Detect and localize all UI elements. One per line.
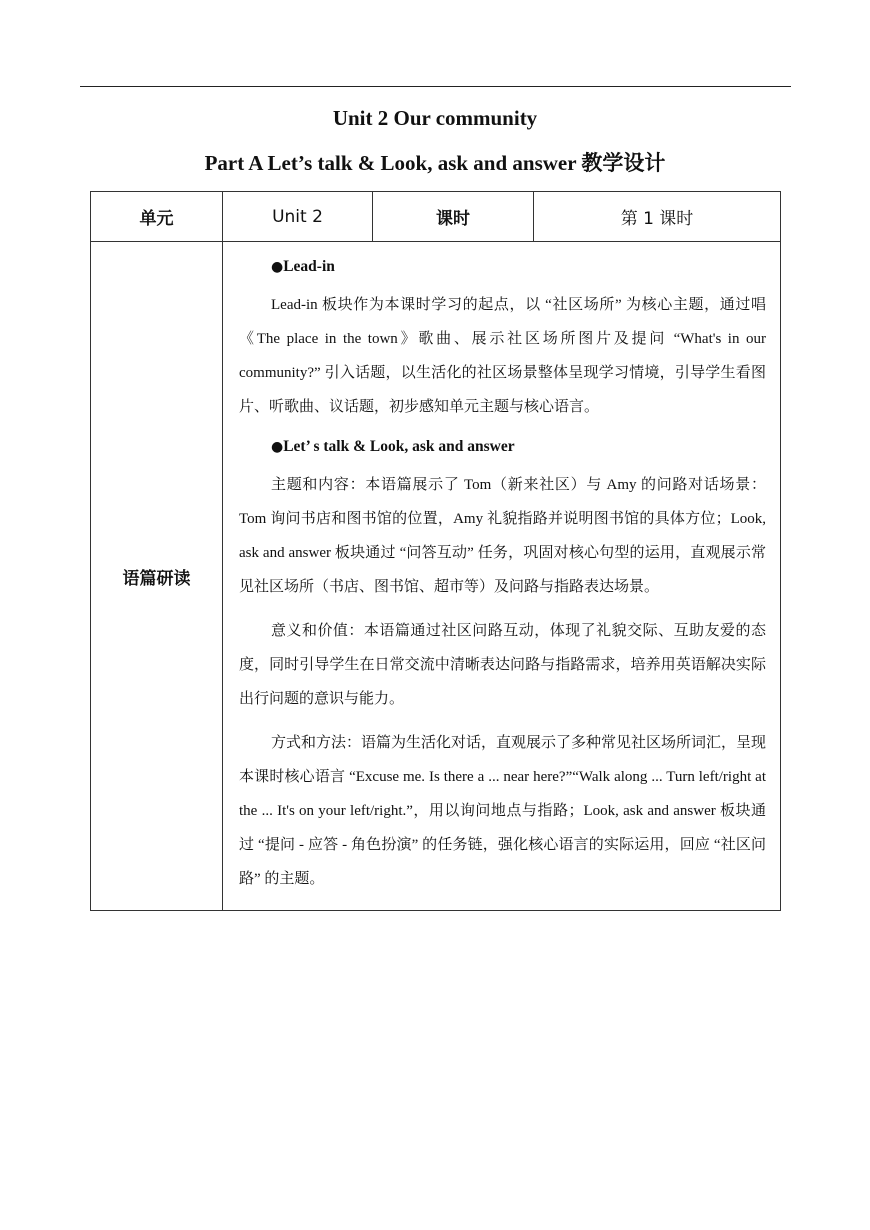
- paragraph-lead-in: Lead-in 板块作为本课时学习的起点，以 “社区场所” 为核心主题，通过唱《The place in the town》歌曲、展示社区场所图片及提问 “What's in our community?” 引入话题，以生活化的社区场景整体呈现学习情境，引导学生看图片、听歌曲、议话题，初步感知单元主题与核心语言。: [239, 297, 766, 415]
- period-value: 第 1 课时: [534, 192, 781, 242]
- paragraph-theme-content: 主题和内容：本语篇展示了 Tom（新来社区）与 Amy 的问路对话场景：Tom 询问书店和图书馆的位置，Amy 礼貌指路并说明图书馆的具体方位；Look, ask and answer 板块通过 “问答互动” 任务，巩固对核心句型的运用，直观展示常见社区场所（书店、图书馆、超市等）及问路与指路表达场景。: [239, 477, 766, 595]
- paragraph-method: 方式和方法：语篇为生活化对话，直观展示了多种常见社区场所词汇，呈现本课时核心语言 “Excuse me. Is there a ... near here?”“Walk along ... Turn left/right at the ... It's on your left/right.”，用以询问地点与指路；Look, ask and answer 板块通过 “提问 - 应答 - 角色扮演” 的任务链，强化核心语言的实际运用，回应 “社区问路” 的主题。: [239, 735, 767, 887]
- period-label: 课时: [373, 192, 534, 242]
- table-header-row: [91, 192, 781, 242]
- unit-label: 单元: [91, 192, 223, 242]
- analysis-row: [91, 242, 781, 911]
- top-rule: [80, 86, 791, 87]
- paragraph-meaning-value: 意义和价值：本语篇通过社区问路互动，体现了礼貌交际、互助友爱的态度，同时引导学生在日常交流中清晰表达问路与指路需求，培养用英语解决实际出行问题的意识与能力。: [239, 623, 766, 707]
- side-label: 语篇研读: [91, 242, 223, 911]
- document-subtitle: Part A Let’s talk & Look, ask and answer 教学设计: [204, 151, 666, 175]
- unit-value: Unit 2: [223, 192, 373, 242]
- analysis-content: [223, 242, 781, 911]
- bullet-icon: ●: [271, 439, 284, 455]
- lesson-table: [90, 191, 781, 911]
- section-heading-lets-talk: [271, 436, 766, 458]
- section-heading-text: Let’ s talk & Look, ask and answer: [283, 438, 515, 455]
- bullet-icon: ●: [271, 259, 284, 275]
- section-heading-lead-in: [271, 256, 766, 278]
- document-title: Unit 2 Our community: [332, 106, 538, 130]
- section-heading-text: Lead-in: [283, 258, 335, 275]
